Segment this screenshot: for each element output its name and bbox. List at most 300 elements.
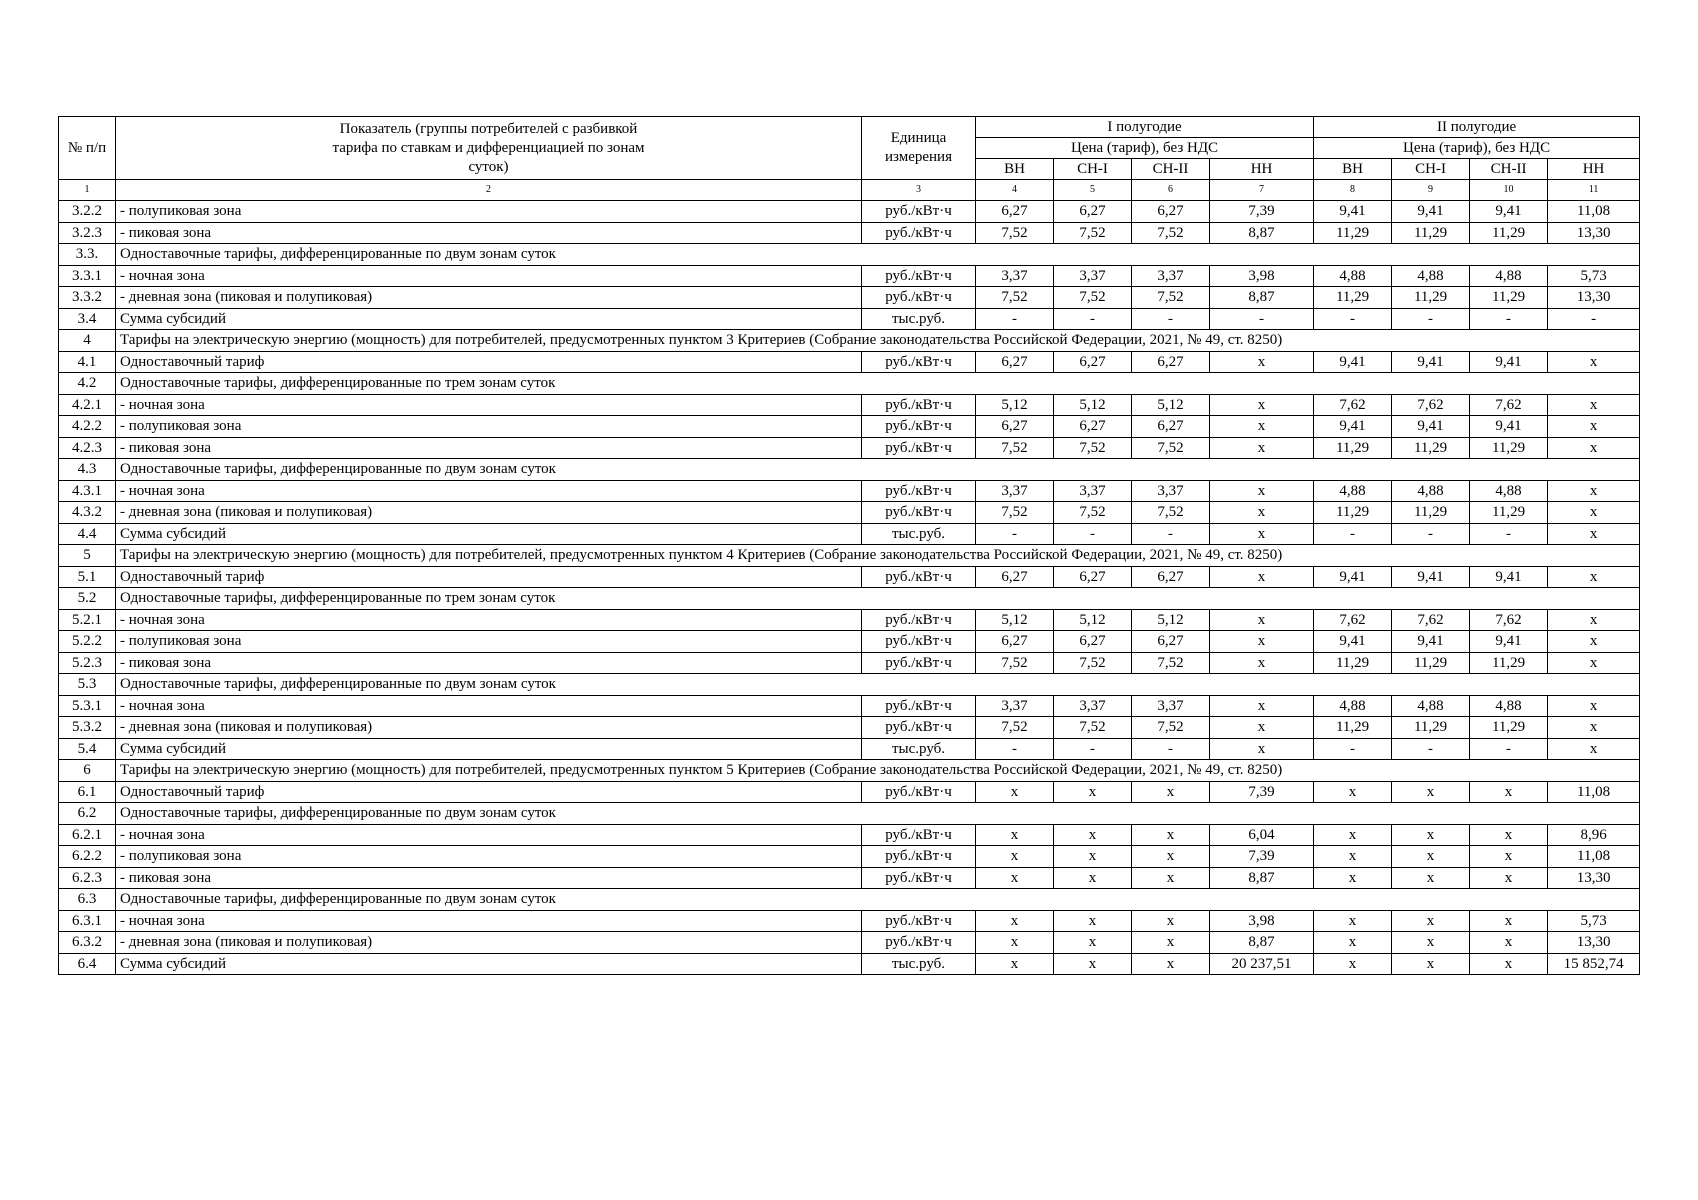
section-row [59, 330, 1640, 352]
tariff-value: х [1548, 652, 1640, 674]
row-unit: руб./кВт·ч [862, 566, 976, 588]
row-number: 4 [59, 330, 116, 352]
tariff-value: 3,37 [976, 480, 1054, 502]
row-name: - ночная зона [116, 609, 862, 631]
table-row [59, 308, 1640, 330]
table-row [59, 609, 1640, 631]
table-row [59, 394, 1640, 416]
tariff-value: х [1548, 695, 1640, 717]
section-row [59, 760, 1640, 782]
tariff-value: х [1210, 351, 1314, 373]
tariff-value: 11,29 [1314, 437, 1392, 459]
row-unit: руб./кВт·ч [862, 910, 976, 932]
tariff-value: 7,52 [976, 287, 1054, 309]
tariff-value: х [1054, 781, 1132, 803]
row-number: 5.3 [59, 674, 116, 696]
row-number: 3.3.1 [59, 265, 116, 287]
tariff-value: 6,27 [1054, 201, 1132, 223]
tariff-value: 7,52 [976, 502, 1054, 524]
table-row [59, 416, 1640, 438]
tariff-value: - [1054, 523, 1132, 545]
tariff-value: 6,27 [1132, 416, 1210, 438]
tariff-value: 7,39 [1210, 781, 1314, 803]
row-name: Сумма субсидий [116, 308, 862, 330]
tariff-value: 5,12 [1132, 394, 1210, 416]
row-name: - полупиковая зона [116, 846, 862, 868]
tariff-value: х [1548, 523, 1640, 545]
column-number: 3 [862, 180, 976, 201]
tariff-value: 6,27 [976, 201, 1054, 223]
row-unit: тыс.руб. [862, 308, 976, 330]
row-number: 6.2.3 [59, 867, 116, 889]
tariff-value: 7,52 [1054, 502, 1132, 524]
row-name: - дневная зона (пиковая и полупиковая) [116, 717, 862, 739]
tariff-value: 7,62 [1470, 394, 1548, 416]
tariff-value: 5,12 [1054, 609, 1132, 631]
table-row [59, 867, 1640, 889]
tariff-value: - [1392, 308, 1470, 330]
tariff-value: 9,41 [1314, 351, 1392, 373]
row-unit: руб./кВт·ч [862, 351, 976, 373]
row-unit: руб./кВт·ч [862, 867, 976, 889]
row-number: 4.3.2 [59, 502, 116, 524]
tariff-value: 7,52 [1132, 652, 1210, 674]
tariff-value: х [1392, 867, 1470, 889]
tariff-table [58, 116, 1640, 975]
tariff-value: 6,27 [1132, 351, 1210, 373]
tariff-value: 7,52 [976, 437, 1054, 459]
row-unit: руб./кВт·ч [862, 394, 976, 416]
row-name: Одноставочный тариф [116, 781, 862, 803]
header-voltage-level: СН-II [1470, 159, 1548, 180]
tariff-value: 7,52 [1054, 287, 1132, 309]
header-voltage-level: ВН [1314, 159, 1392, 180]
column-number: 8 [1314, 180, 1392, 201]
tariff-value: х [1210, 437, 1314, 459]
table-row [59, 953, 1640, 975]
row-number: 6.3.2 [59, 932, 116, 954]
group-row [59, 674, 1640, 696]
row-number: 6.2.1 [59, 824, 116, 846]
row-name: Сумма субсидий [116, 523, 862, 545]
row-unit: тыс.руб. [862, 523, 976, 545]
tariff-value: 9,41 [1392, 566, 1470, 588]
header-half2: II полугодие [1314, 117, 1640, 138]
row-name: - ночная зона [116, 394, 862, 416]
tariff-value: - [976, 738, 1054, 760]
tariff-value: 11,08 [1548, 846, 1640, 868]
tariff-value: 6,27 [976, 351, 1054, 373]
tariff-value: 5,73 [1548, 910, 1640, 932]
tariff-value: 7,39 [1210, 201, 1314, 223]
tariff-value: х [1548, 416, 1640, 438]
column-number: 11 [1548, 180, 1640, 201]
table-row [59, 652, 1640, 674]
tariff-value: 8,96 [1548, 824, 1640, 846]
tariff-value: 9,41 [1392, 631, 1470, 653]
tariff-value: 11,29 [1392, 502, 1470, 524]
tariff-value: х [1392, 846, 1470, 868]
header-price-half1: Цена (тариф), без НДС [976, 138, 1314, 159]
tariff-value: х [1470, 932, 1548, 954]
row-unit: руб./кВт·ч [862, 265, 976, 287]
tariff-value: 11,29 [1470, 222, 1548, 244]
row-number: 5.2.2 [59, 631, 116, 653]
tariff-value: 11,29 [1314, 287, 1392, 309]
column-number: 4 [976, 180, 1054, 201]
tariff-value: х [1210, 416, 1314, 438]
tariff-value: 3,37 [976, 695, 1054, 717]
tariff-value: х [1392, 910, 1470, 932]
tariff-value: 9,41 [1470, 351, 1548, 373]
tariff-value: 11,29 [1470, 437, 1548, 459]
tariff-value: 11,29 [1392, 652, 1470, 674]
tariff-value: х [1470, 824, 1548, 846]
row-number: 5.2.3 [59, 652, 116, 674]
tariff-value: 13,30 [1548, 222, 1640, 244]
table-row [59, 824, 1640, 846]
tariff-value: 3,37 [1054, 265, 1132, 287]
tariff-value: 6,27 [976, 631, 1054, 653]
tariff-value: х [1314, 867, 1392, 889]
tariff-value: х [1210, 566, 1314, 588]
tariff-value: 7,39 [1210, 846, 1314, 868]
tariff-value: х [1548, 717, 1640, 739]
column-number: 6 [1132, 180, 1210, 201]
tariff-value: х [976, 867, 1054, 889]
tariff-value: - [1314, 308, 1392, 330]
header-voltage-level: СН-I [1054, 159, 1132, 180]
tariff-value: 5,12 [976, 394, 1054, 416]
tariff-value: 8,87 [1210, 222, 1314, 244]
tariff-value: х [1210, 695, 1314, 717]
tariff-value: х [1470, 846, 1548, 868]
row-name: - дневная зона (пиковая и полупиковая) [116, 502, 862, 524]
tariff-value: - [1132, 523, 1210, 545]
row-unit: руб./кВт·ч [862, 480, 976, 502]
tariff-value: х [1054, 910, 1132, 932]
row-unit: руб./кВт·ч [862, 609, 976, 631]
row-name: - полупиковая зона [116, 416, 862, 438]
tariff-value: 11,29 [1470, 717, 1548, 739]
tariff-value: х [1132, 932, 1210, 954]
tariff-value: 11,29 [1314, 652, 1392, 674]
row-name: Тарифы на электрическую энергию (мощность) для потребителей, предусмотренных пунктом 3 Критериев (Собрание законодательства Российской Федерации, 2021, № 49, ст. 8250) [116, 330, 1640, 352]
row-unit: тыс.руб. [862, 953, 976, 975]
tariff-value: х [1314, 846, 1392, 868]
table-row [59, 265, 1640, 287]
tariff-value: х [1392, 824, 1470, 846]
tariff-value: х [1548, 738, 1640, 760]
tariff-value: 11,29 [1314, 222, 1392, 244]
tariff-value: 7,52 [1132, 437, 1210, 459]
tariff-value: 13,30 [1548, 932, 1640, 954]
tariff-value: 7,52 [1132, 287, 1210, 309]
tariff-value: - [1210, 308, 1314, 330]
row-name: Одноставочные тарифы, дифференцированные по двум зонам суток [116, 674, 1640, 696]
row-name: Одноставочные тарифы, дифференцированные по трем зонам суток [116, 588, 1640, 610]
row-unit: руб./кВт·ч [862, 824, 976, 846]
row-name: - ночная зона [116, 910, 862, 932]
tariff-value: 7,52 [1054, 222, 1132, 244]
table-row [59, 523, 1640, 545]
row-unit: руб./кВт·ч [862, 717, 976, 739]
tariff-value: х [1210, 394, 1314, 416]
tariff-value: 5,12 [1132, 609, 1210, 631]
tariff-value: х [1314, 824, 1392, 846]
tariff-value: х [976, 953, 1054, 975]
row-number: 6 [59, 760, 116, 782]
row-unit: руб./кВт·ч [862, 781, 976, 803]
tariff-value: 3,37 [1132, 265, 1210, 287]
row-unit: руб./кВт·ч [862, 437, 976, 459]
tariff-value: 9,41 [1314, 566, 1392, 588]
tariff-value: 7,52 [1132, 222, 1210, 244]
row-name: Одноставочные тарифы, дифференцированные по двум зонам суток [116, 244, 1640, 266]
tariff-value: 4,88 [1392, 480, 1470, 502]
tariff-value: 7,52 [1132, 502, 1210, 524]
row-number: 6.1 [59, 781, 116, 803]
row-number: 3.3. [59, 244, 116, 266]
tariff-value: 6,27 [976, 566, 1054, 588]
row-name: Одноставочные тарифы, дифференцированные по двум зонам суток [116, 459, 1640, 481]
column-number: 5 [1054, 180, 1132, 201]
tariff-value: 9,41 [1470, 416, 1548, 438]
row-unit: руб./кВт·ч [862, 846, 976, 868]
row-number: 5.2 [59, 588, 116, 610]
column-number: 9 [1392, 180, 1470, 201]
row-number: 5.1 [59, 566, 116, 588]
row-unit: руб./кВт·ч [862, 932, 976, 954]
row-unit: руб./кВт·ч [862, 287, 976, 309]
group-row [59, 588, 1640, 610]
row-unit: руб./кВт·ч [862, 631, 976, 653]
tariff-value: 20 237,51 [1210, 953, 1314, 975]
tariff-value: х [1054, 824, 1132, 846]
tariff-value: 9,41 [1470, 201, 1548, 223]
row-name: - полупиковая зона [116, 201, 862, 223]
tariff-value: 7,52 [976, 652, 1054, 674]
row-number: 4.1 [59, 351, 116, 373]
tariff-value: х [1548, 631, 1640, 653]
table-row [59, 631, 1640, 653]
tariff-value: - [1470, 738, 1548, 760]
tariff-value: 9,41 [1314, 201, 1392, 223]
tariff-value: х [976, 824, 1054, 846]
tariff-value: х [1054, 932, 1132, 954]
tariff-value: 7,52 [1054, 652, 1132, 674]
tariff-value: х [1210, 717, 1314, 739]
tariff-value: 9,41 [1314, 416, 1392, 438]
table-row [59, 502, 1640, 524]
header-no: № п/п [59, 117, 116, 180]
tariff-value: х [1210, 738, 1314, 760]
tariff-value: 11,29 [1392, 287, 1470, 309]
tariff-value: 3,98 [1210, 265, 1314, 287]
tariff-value: х [976, 932, 1054, 954]
table-row [59, 480, 1640, 502]
header-voltage-level: НН [1210, 159, 1314, 180]
tariff-value: - [1314, 523, 1392, 545]
tariff-value: 4,88 [1392, 265, 1470, 287]
row-name: - пиковая зона [116, 652, 862, 674]
group-row [59, 803, 1640, 825]
tariff-value: 7,62 [1314, 394, 1392, 416]
tariff-value: 11,29 [1392, 717, 1470, 739]
tariff-value: 5,73 [1548, 265, 1640, 287]
table-row [59, 351, 1640, 373]
table-row [59, 717, 1640, 739]
tariff-value: х [1470, 781, 1548, 803]
tariff-value: 3,37 [976, 265, 1054, 287]
group-row [59, 459, 1640, 481]
tariff-value: 4,88 [1470, 480, 1548, 502]
tariff-value: х [1132, 953, 1210, 975]
tariff-value: - [1054, 308, 1132, 330]
tariff-value: 6,04 [1210, 824, 1314, 846]
tariff-value: х [1210, 609, 1314, 631]
tariff-value: 11,29 [1392, 437, 1470, 459]
tariff-value: 7,52 [1054, 717, 1132, 739]
tariff-value: 8,87 [1210, 932, 1314, 954]
tariff-value: 6,27 [1054, 351, 1132, 373]
header-voltage-level: СН-I [1392, 159, 1470, 180]
row-number: 4.3.1 [59, 480, 116, 502]
column-number: 10 [1470, 180, 1548, 201]
row-unit: руб./кВт·ч [862, 652, 976, 674]
row-unit: тыс.руб. [862, 738, 976, 760]
tariff-value: 9,41 [1392, 201, 1470, 223]
tariff-value: 11,29 [1470, 652, 1548, 674]
table-row [59, 781, 1640, 803]
row-unit: руб./кВт·ч [862, 222, 976, 244]
tariff-value: 7,62 [1470, 609, 1548, 631]
tariff-value: 3,37 [1054, 480, 1132, 502]
row-name: Сумма субсидий [116, 953, 862, 975]
table-row [59, 222, 1640, 244]
tariff-value: х [1210, 523, 1314, 545]
header-voltage-level: ВН [976, 159, 1054, 180]
tariff-value: 5,12 [976, 609, 1054, 631]
tariff-value: 6,27 [1132, 631, 1210, 653]
tariff-value: х [1548, 437, 1640, 459]
tariff-value: 6,27 [976, 416, 1054, 438]
header-voltage-level: НН [1548, 159, 1640, 180]
group-row [59, 889, 1640, 911]
tariff-value: 4,88 [1314, 480, 1392, 502]
row-name: - дневная зона (пиковая и полупиковая) [116, 287, 862, 309]
group-row [59, 244, 1640, 266]
row-number: 3.2.3 [59, 222, 116, 244]
row-name: - пиковая зона [116, 222, 862, 244]
row-name: - пиковая зона [116, 867, 862, 889]
row-name: Одноставочный тариф [116, 351, 862, 373]
tariff-value: х [976, 846, 1054, 868]
tariff-value: 7,52 [976, 717, 1054, 739]
tariff-value: - [1132, 308, 1210, 330]
row-number: 5.2.1 [59, 609, 116, 631]
table-row [59, 566, 1640, 588]
row-number: 5 [59, 545, 116, 567]
tariff-value: - [1470, 523, 1548, 545]
row-number: 4.2.1 [59, 394, 116, 416]
tariff-value: х [1548, 609, 1640, 631]
tariff-value: 7,62 [1392, 609, 1470, 631]
tariff-value: - [1132, 738, 1210, 760]
row-name: Тарифы на электрическую энергию (мощность) для потребителей, предусмотренных пунктом 4 Критериев (Собрание законодательства Российской Федерации, 2021, № 49, ст. 8250) [116, 545, 1640, 567]
tariff-value: 4,88 [1314, 265, 1392, 287]
row-number: 5.4 [59, 738, 116, 760]
row-name: Сумма субсидий [116, 738, 862, 760]
table-row [59, 287, 1640, 309]
tariff-value: 6,27 [1054, 416, 1132, 438]
tariff-value: х [1548, 351, 1640, 373]
tariff-value: х [1470, 867, 1548, 889]
tariff-value: х [1314, 781, 1392, 803]
tariff-value: 11,29 [1314, 502, 1392, 524]
row-number: 3.3.2 [59, 287, 116, 309]
row-name: - ночная зона [116, 480, 862, 502]
tariff-value: х [1392, 781, 1470, 803]
tariff-value: - [1392, 523, 1470, 545]
table-row [59, 910, 1640, 932]
tariff-value: х [1210, 502, 1314, 524]
tariff-value: 4,88 [1470, 265, 1548, 287]
table-row [59, 437, 1640, 459]
tariff-value: 9,41 [1392, 416, 1470, 438]
section-row [59, 545, 1640, 567]
tariff-value: х [976, 910, 1054, 932]
tariff-value: 4,88 [1392, 695, 1470, 717]
tariff-value: х [1210, 480, 1314, 502]
tariff-value: 3,37 [1054, 695, 1132, 717]
column-number: 2 [116, 180, 862, 201]
tariff-value: 8,87 [1210, 287, 1314, 309]
tariff-value: 11,08 [1548, 781, 1640, 803]
table-row [59, 201, 1640, 223]
tariff-value: 3,98 [1210, 910, 1314, 932]
row-number: 6.4 [59, 953, 116, 975]
tariff-value: х [1392, 953, 1470, 975]
tariff-value: х [1548, 566, 1640, 588]
tariff-value: х [976, 781, 1054, 803]
header-voltage-level: СН-II [1132, 159, 1210, 180]
row-number: 3.4 [59, 308, 116, 330]
table-row [59, 846, 1640, 868]
tariff-value: 9,41 [1392, 351, 1470, 373]
table-row [59, 932, 1640, 954]
tariff-value: 7,52 [1054, 437, 1132, 459]
row-name: - полупиковая зона [116, 631, 862, 653]
tariff-value: х [1210, 652, 1314, 674]
tariff-value: х [1054, 867, 1132, 889]
header-indicator: Показатель (группы потребителей с разбивкой тарифа по ставкам и дифференциацией по зонам суток) [116, 117, 862, 180]
tariff-value: 11,08 [1548, 201, 1640, 223]
tariff-value: - [976, 523, 1054, 545]
tariff-value: х [1314, 910, 1392, 932]
tariff-value: х [1470, 910, 1548, 932]
tariff-value: х [1054, 953, 1132, 975]
row-number: 4.3 [59, 459, 116, 481]
tariff-value: 6,27 [1054, 566, 1132, 588]
row-number: 5.3.1 [59, 695, 116, 717]
row-number: 6.3 [59, 889, 116, 911]
tariff-value: 4,88 [1314, 695, 1392, 717]
row-name: Одноставочный тариф [116, 566, 862, 588]
tariff-value: 3,37 [1132, 695, 1210, 717]
tariff-value: 9,41 [1470, 631, 1548, 653]
row-name: Одноставочные тарифы, дифференцированные по трем зонам суток [116, 373, 1640, 395]
